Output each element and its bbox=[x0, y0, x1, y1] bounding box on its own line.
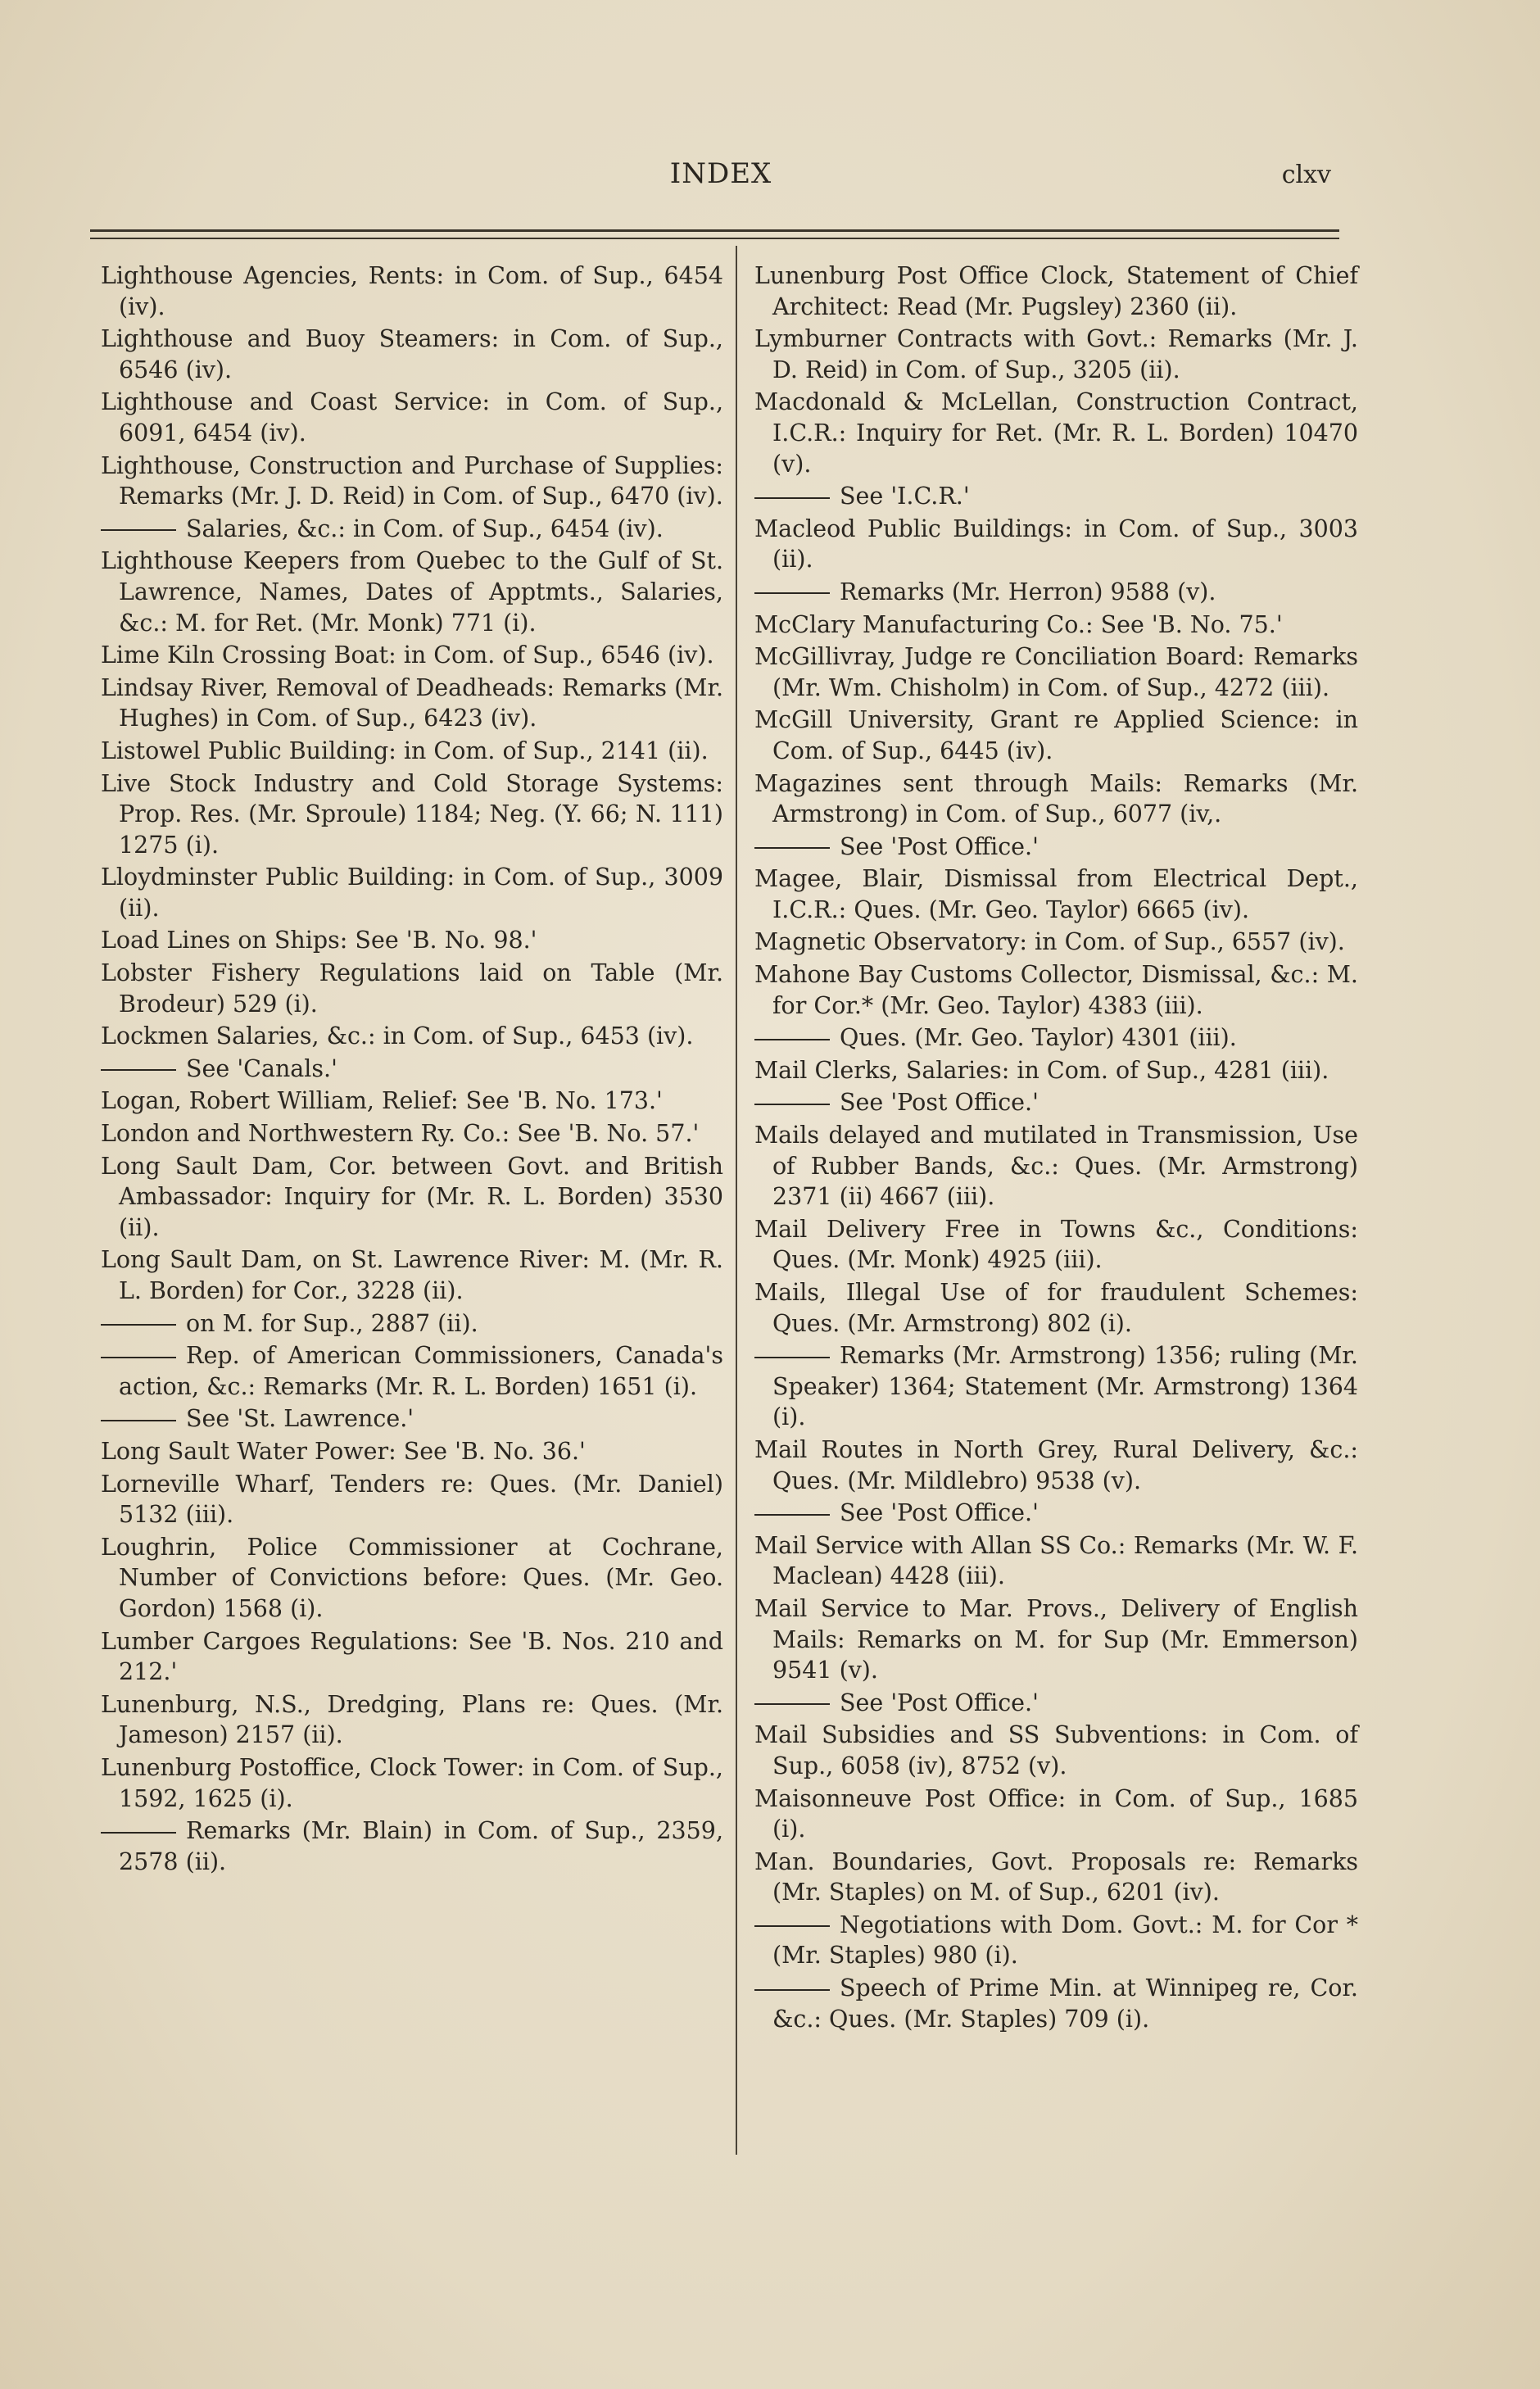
entry-text: Loughrin, Police Commissioner at Cochrane, Number of Convictions before: Ques. (Mr. Geo. Gordon) 1568 (i). bbox=[101, 1533, 723, 1622]
entry-text: See 'Post Office.' bbox=[840, 1089, 1039, 1117]
entry-text: Lindsay River, Removal of Deadheads: Remarks (Mr. Hughes) in Com. of Sup., 6423 (iv). bbox=[101, 673, 723, 732]
index-entry bbox=[736, 1784, 1358, 1845]
entry-text: on M. for Sup., 2887 (ii). bbox=[186, 1309, 478, 1337]
index-entry bbox=[101, 925, 723, 956]
index-subentry bbox=[101, 1816, 723, 1877]
index-entry bbox=[101, 1244, 723, 1306]
entry-text: Lobster Fishery Regulations laid on Table (Mr. Brodeur) 529 (i). bbox=[101, 959, 723, 1018]
index-entry bbox=[101, 387, 723, 448]
entry-text: Lighthouse and Coast Service: in Com. of Sup., 6091, 6454 (iv). bbox=[101, 388, 723, 447]
index-subentry bbox=[101, 1054, 723, 1085]
ditto-dash bbox=[754, 592, 830, 594]
index-entry bbox=[101, 546, 723, 638]
index-subentry bbox=[736, 1973, 1358, 2034]
index-subentry bbox=[736, 1498, 1358, 1529]
entry-text: Mails, Illegal Use of for fraudulent Schemes: Ques. (Mr. Armstrong) 802 (i). bbox=[754, 1279, 1358, 1337]
entry-text: London and Northwestern Ry. Co.: See 'B. No. 57.' bbox=[101, 1120, 700, 1148]
index-subentry bbox=[101, 514, 723, 545]
index-entry bbox=[736, 324, 1358, 385]
ditto-dash bbox=[101, 1832, 176, 1834]
index-entry bbox=[101, 1752, 723, 1814]
index-entry bbox=[101, 451, 723, 512]
index-subentry bbox=[736, 832, 1358, 863]
index-entry bbox=[101, 1469, 723, 1530]
entry-text: Lymburner Contracts with Govt.: Remarks (Mr. J. D. Reid) in Com. of Sup., 3205 (ii). bbox=[754, 325, 1358, 383]
index-entry bbox=[736, 1055, 1358, 1086]
index-entry bbox=[101, 1151, 723, 1244]
index-entry bbox=[736, 768, 1358, 830]
entry-text: Mahone Bay Customs Collector, Dismissal, &c.: M. for Cor.* (Mr. Geo. Taylor) 4383 (iii). bbox=[754, 961, 1358, 1019]
entry-text: Maisonneuve Post Office: in Com. of Sup., 1685 (i). bbox=[754, 1784, 1358, 1843]
index-entry bbox=[101, 1532, 723, 1625]
entry-text: Long Sault Water Power: See 'B. No. 36.' bbox=[101, 1437, 586, 1465]
index-entry bbox=[736, 261, 1358, 322]
ditto-dash bbox=[754, 497, 830, 499]
entry-text: Salaries, &c.: in Com. of Sup., 6454 (iv). bbox=[186, 515, 664, 542]
entry-text: See 'Post Office.' bbox=[840, 1689, 1039, 1716]
index-entry bbox=[736, 927, 1358, 958]
entry-text: Lighthouse Keepers from Quebec to the Gulf of St. Lawrence, Names, Dates of Apptmts., Salaries, &c.: M. for Ret. (Mr. Monk) 771 (i). bbox=[101, 547, 723, 637]
index-subentry bbox=[736, 577, 1358, 608]
entry-text: Lorneville Wharf, Tenders re: Ques. (Mr. Daniel) 5132 (iii). bbox=[101, 1470, 723, 1529]
index-entry bbox=[101, 640, 723, 671]
entry-text: Lockmen Salaries, &c.: in Com. of Sup., 6453 (iv). bbox=[101, 1022, 694, 1050]
ditto-dash bbox=[754, 847, 830, 849]
entry-text: Live Stock Industry and Cold Storage Systems: Prop. Res. (Mr. Sproule) 1184; Neg. (Y. 66; N. 111) 1275 (i). bbox=[101, 769, 723, 859]
index-entry bbox=[736, 1435, 1358, 1496]
ditto-dash bbox=[754, 1989, 830, 1991]
index-entry bbox=[736, 641, 1358, 703]
index-entry bbox=[736, 705, 1358, 766]
index-entry bbox=[101, 1436, 723, 1467]
ditto-dash bbox=[101, 1420, 176, 1421]
header-rule-bottom bbox=[90, 238, 1339, 239]
ditto-dash bbox=[101, 529, 176, 531]
entry-text: Mail Delivery Free in Towns &c., Conditions: Ques. (Mr. Monk) 4925 (iii). bbox=[754, 1215, 1358, 1274]
index-entry bbox=[101, 862, 723, 923]
entry-text: McGillivray, Judge re Conciliation Board: Remarks (Mr. Wm. Chisholm) in Com. of Sup., 4272 (iii). bbox=[754, 643, 1358, 701]
entry-text: Remarks (Mr. Blain) in Com. of Sup., 2359, 2578 (ii). bbox=[119, 1817, 723, 1875]
entry-text: Negotiations with Dom. Govt.: M. for Cor *(Mr. Staples) 980 (i). bbox=[772, 1911, 1358, 1970]
entry-text: Magnetic Observatory: in Com. of Sup., 6557 (iv). bbox=[754, 928, 1345, 956]
entry-text: Logan, Robert William, Relief: See 'B. No. 173.' bbox=[101, 1087, 663, 1115]
page-title: INDEX bbox=[669, 157, 772, 190]
ditto-dash bbox=[754, 1104, 830, 1105]
entry-text: Mail Clerks, Salaries: in Com. of Sup., 4281 (iii). bbox=[754, 1056, 1329, 1084]
ditto-dash bbox=[754, 1925, 830, 1927]
entry-text: Lime Kiln Crossing Boat: in Com. of Sup., 6546 (iv). bbox=[101, 641, 714, 669]
page-number: clxv bbox=[1281, 161, 1331, 189]
ditto-dash bbox=[101, 1357, 176, 1358]
index-column-left bbox=[101, 261, 723, 1879]
entry-text: Long Sault Dam, Cor. between Govt. and British Ambassador: Inquiry for (Mr. R. L. Borden) 3530 (ii). bbox=[101, 1152, 723, 1241]
index-entry bbox=[736, 1847, 1358, 1908]
entry-text: Lunenburg Post Office Clock, Statement of Chief Architect: Read (Mr. Pugsley) 2360 (ii). bbox=[754, 262, 1358, 320]
index-entry bbox=[736, 1720, 1358, 1781]
index-entry bbox=[101, 324, 723, 385]
index-entry bbox=[101, 958, 723, 1019]
entry-text: Lighthouse Agencies, Rents: in Com. of Sup., 6454 (iv). bbox=[101, 262, 723, 320]
index-subentry bbox=[736, 1910, 1358, 1971]
index-entry bbox=[736, 1277, 1358, 1339]
index-column-right bbox=[736, 261, 1358, 2036]
index-entry bbox=[101, 768, 723, 861]
index-subentry bbox=[736, 481, 1358, 512]
entry-text: Lloydminster Public Building: in Com. of Sup., 3009 (ii). bbox=[101, 864, 723, 922]
index-subentry bbox=[736, 1688, 1358, 1719]
ditto-dash bbox=[754, 1357, 830, 1358]
entry-text: Lunenburg Postoffice, Clock Tower: in Com. of Sup., 1592, 1625 (i). bbox=[101, 1753, 723, 1812]
index-entry bbox=[101, 1021, 723, 1052]
index-entry bbox=[736, 610, 1358, 641]
index-subentry bbox=[736, 1022, 1358, 1054]
entry-text: Mail Subsidies and SS Subventions: in Com. of Sup., 6058 (iv), 8752 (v). bbox=[754, 1721, 1358, 1779]
index-subentry bbox=[101, 1308, 723, 1340]
entry-text: Macleod Public Buildings: in Com. of Sup., 3003 (ii). bbox=[754, 515, 1358, 573]
entry-text: McClary Manufacturing Co.: See 'B. No. 75.' bbox=[754, 610, 1283, 638]
entry-text: Magazines sent through Mails: Remarks (Mr. Armstrong) in Com. of Sup., 6077 (iv,. bbox=[754, 769, 1358, 828]
index-subentry bbox=[736, 1340, 1358, 1433]
index-entry bbox=[736, 514, 1358, 575]
entry-text: See 'Post Office.' bbox=[840, 832, 1039, 860]
ditto-dash bbox=[754, 1703, 830, 1705]
entry-text: Lumber Cargoes Regulations: See 'B. Nos. 210 and 212.' bbox=[101, 1627, 723, 1686]
ditto-dash bbox=[101, 1069, 176, 1071]
index-entry bbox=[736, 1593, 1358, 1686]
ditto-dash bbox=[754, 1039, 830, 1040]
entry-text: Remarks (Mr. Armstrong) 1356; ruling (Mr. Speaker) 1364; Statement (Mr. Armstrong) 1364 (i). bbox=[772, 1342, 1358, 1431]
entry-text: Rep. of American Commissioners, Canada's action, &c.: Remarks (Mr. R. L. Borden) 1651 (i). bbox=[119, 1342, 723, 1400]
entry-text: Speech of Prime Min. at Winnipeg re, Cor. &c.: Ques. (Mr. Staples) 709 (i). bbox=[772, 1974, 1358, 2033]
index-entry bbox=[101, 1689, 723, 1751]
entry-text: Mail Service with Allan SS Co.: Remarks (Mr. W. F. Maclean) 4428 (iii). bbox=[754, 1531, 1358, 1590]
index-subentry bbox=[101, 1403, 723, 1435]
entry-text: Macdonald & McLellan, Construction Contract, I.C.R.: Inquiry for Ret. (Mr. R. L. Borden) 10470 (v). bbox=[754, 388, 1358, 478]
index-entry bbox=[736, 864, 1358, 925]
header-rule-top bbox=[90, 229, 1339, 232]
entry-text: Magee, Blair, Dismissal from Electrical Dept., I.C.R.: Ques. (Mr. Geo. Taylor) 6665 (iv). bbox=[754, 865, 1358, 923]
index-entry bbox=[101, 1118, 723, 1149]
index-entry bbox=[101, 736, 723, 767]
entry-text: Man. Boundaries, Govt. Proposals re: Remarks (Mr. Staples) on M. of Sup., 6201 (iv). bbox=[754, 1847, 1358, 1906]
ditto-dash bbox=[101, 1324, 176, 1326]
entry-text: Lunenburg, N.S., Dredging, Plans re: Ques. (Mr. Jameson) 2157 (ii). bbox=[101, 1690, 723, 1749]
entry-text: Mails delayed and mutilated in Transmission, Use of Rubber Bands, &c.: Ques. (Mr. Armstrong) 2371 (ii) 4667 (iii). bbox=[754, 1122, 1358, 1211]
index-entry bbox=[101, 1626, 723, 1688]
index-entry bbox=[101, 673, 723, 734]
entry-text: See 'St. Lawrence.' bbox=[186, 1405, 414, 1433]
index-entry bbox=[736, 1530, 1358, 1592]
entry-text: See 'I.C.R.' bbox=[840, 483, 970, 510]
entry-text: Listowel Public Building: in Com. of Sup., 2141 (ii). bbox=[101, 737, 709, 764]
index-subentry bbox=[736, 1087, 1358, 1118]
entry-text: See 'Canals.' bbox=[186, 1054, 337, 1082]
index-entry bbox=[736, 1120, 1358, 1213]
entry-text: McGill University, Grant re Applied Science: in Com. of Sup., 6445 (iv). bbox=[754, 706, 1358, 764]
entry-text: Lighthouse, Construction and Purchase of Supplies: Remarks (Mr. J. D. Reid) in Com. of Sup., 6470 (iv). bbox=[101, 451, 723, 510]
index-entry bbox=[736, 387, 1358, 479]
entry-text: Mail Service to Mar. Provs., Delivery of English Mails: Remarks on M. for Sup (Mr. Emmerson) 9541 (v). bbox=[754, 1594, 1358, 1684]
ditto-dash bbox=[754, 1514, 830, 1516]
entry-text: Remarks (Mr. Herron) 9588 (v). bbox=[840, 578, 1216, 605]
entry-text: Load Lines on Ships: See 'B. No. 98.' bbox=[101, 927, 537, 954]
index-entry bbox=[101, 261, 723, 322]
index-entry bbox=[101, 1086, 723, 1117]
entry-text: See 'Post Office.' bbox=[840, 1499, 1039, 1527]
entry-text: Lighthouse and Buoy Steamers: in Com. of Sup., 6546 (iv). bbox=[101, 325, 723, 383]
index-subentry bbox=[101, 1340, 723, 1402]
entry-text: Ques. (Mr. Geo. Taylor) 4301 (iii). bbox=[840, 1024, 1237, 1052]
running-head bbox=[98, 157, 1343, 198]
entry-text: Mail Routes in North Grey, Rural Delivery, &c.: Ques. (Mr. Mildlebro) 9538 (v). bbox=[754, 1435, 1358, 1494]
index-entry bbox=[736, 959, 1358, 1021]
entry-text: Long Sault Dam, on St. Lawrence River: M. (Mr. R. L. Borden) for Cor., 3228 (ii). bbox=[101, 1246, 723, 1304]
index-entry bbox=[736, 1214, 1358, 1276]
